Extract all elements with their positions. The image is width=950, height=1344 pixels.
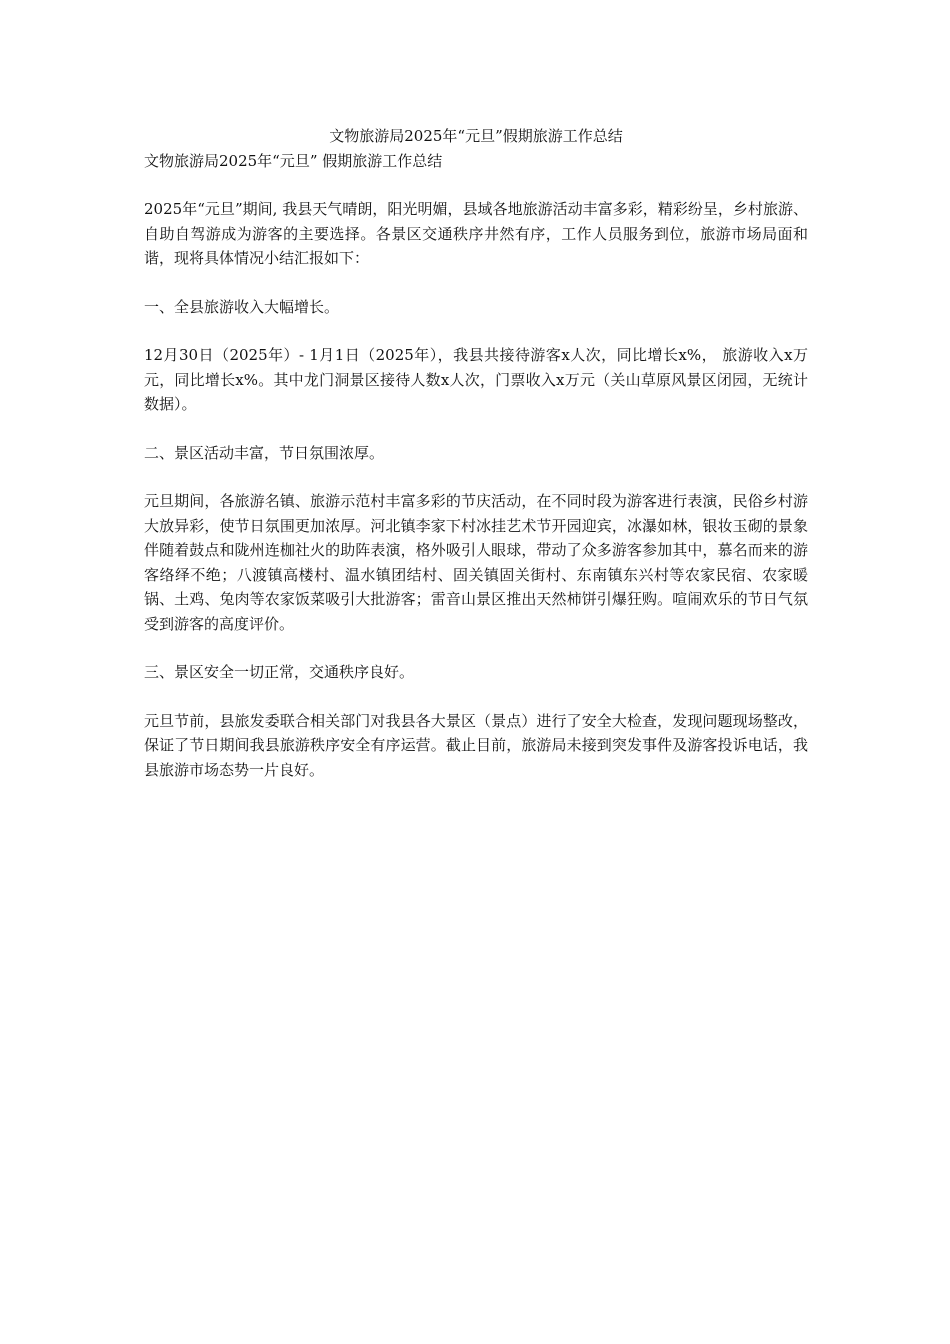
section-heading-3: 三、景区安全一切正常，交通秩序良好。 <box>144 663 415 681</box>
section-heading-2: 二、景区活动丰富，节日氛围浓厚。 <box>144 443 385 462</box>
section-heading-1: 一、全县旅游收入大幅增长。 <box>144 297 340 316</box>
section-body-2: 元旦期间，各旅游名镇、旅游示范村丰富多彩的节庆活动，在不同时段为游客进行表演，民俗乡村游大放异彩，使节日氛围更加浓厚。河北镇李家下村冰挂艺术节开园迎宾，冰瀑如林，银妆玉砌的景象伴随着鼓点和陇州连枷社火的助阵表演，格外吸引人眼球，带动了众多游客参加其中，慕名而来的游客络绎不绝；八渡镇高楼村、温水镇团结村、固关镇固关街村、东南镇东兴村等农家民宿、农家暖锅、土鸡、兔肉等农家饭菜吸引大批游客；雷音山景区推出天然柿饼引爆狂购。喧闹欢乐的节日气氛受到游客的高度评价。 <box>144 492 808 633</box>
document-title: 文物旅游局2025年“元旦”假期旅游工作总结 <box>329 127 623 145</box>
section-body-1: 12月30日（2025年）- 1月1日（2025年），我县共接待游客x人次，同比增长x%， 旅游收入x万元，同比增长x%。其中龙门洞景区接待人数x人次，门票收入x万元（关山草原风景区闭园，无统计数据）。 <box>144 346 808 413</box>
document-subtitle: 文物旅游局2025年“元旦” 假期旅游工作总结 <box>144 151 443 170</box>
section-body-3: 元旦节前，县旅发委联合相关部门对我县各大景区（景点）进行了安全大检查，发现问题现场整改，保证了节日期间我县旅游秩序安全有序运营。截止目前，旅游局未接到突发事件及游客投诉电话，我县旅游市场态势一片良好。 <box>144 711 808 779</box>
document-body <box>144 124 808 806</box>
intro-paragraph: 2025年“元旦”期间, 我县天气晴朗，阳光明媚，县域各地旅游活动丰富多彩，精彩纷呈，乡村旅游、自助自驾游成为游客的主要选择。各景区交通秩序井然有序，工作人员服务到位，旅游市场局面和谐，现将具体情况小结汇报如下： <box>144 200 808 267</box>
